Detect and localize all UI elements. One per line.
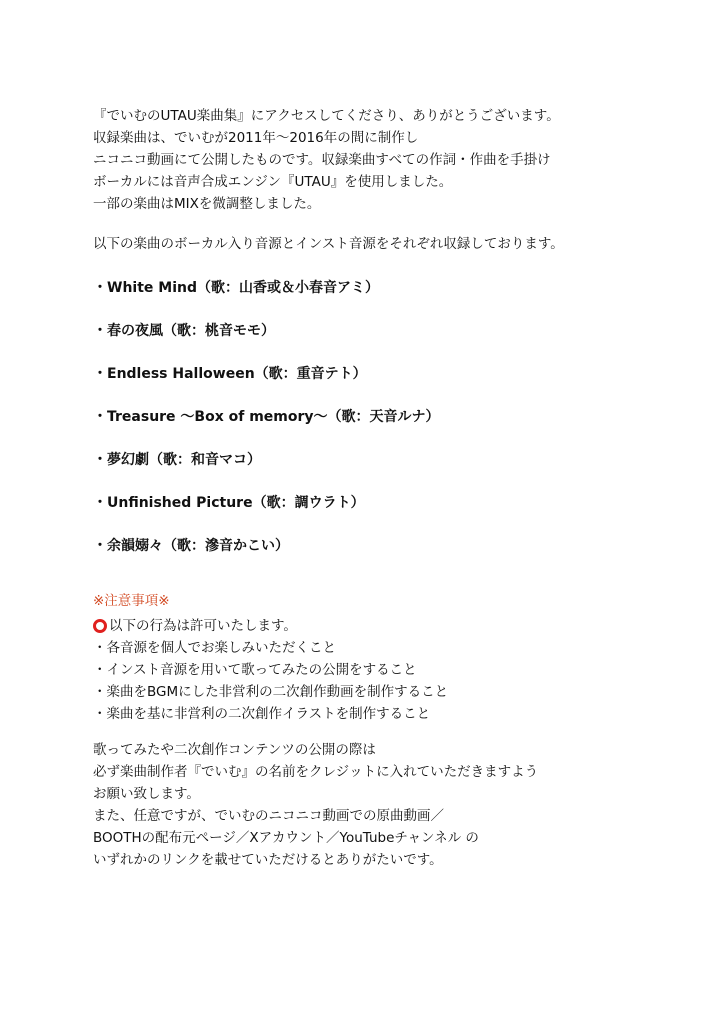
permitted-intro-text: 以下の行為は許可いたします。	[109, 618, 297, 634]
notice-heading: ※注意事項※	[93, 593, 170, 609]
intro-line: 一部の楽曲はMIXを微調整しました。	[93, 196, 321, 212]
intro-line: ボーカルには音声合成エンジン『UTAU』を使用しました。	[93, 174, 453, 190]
intro-line: ニコニコ動画にて公開したものです。収録楽曲すべての作詞・作曲を手掛け	[93, 152, 551, 168]
intro-paragraph	[93, 105, 693, 215]
permitted-item: ・各音源を個人でお楽しみいただくこと	[93, 640, 336, 656]
track-item: ・White Mind（歌：山香或＆小春音アミ）	[93, 280, 379, 296]
track-item: ・Unfinished Picture（歌：調ウラト）	[93, 495, 365, 511]
permitted-intro-row	[93, 615, 693, 637]
closing-line: いずれかのリンクを載せていただけるとありがたいです。	[93, 852, 443, 868]
track-item: ・春の夜風（歌：桃音モモ）	[93, 323, 275, 339]
track-item: ・余韻嫋々（歌：滲音かこい）	[93, 538, 289, 554]
permitted-item: ・楽曲をBGMにした非営利の二次創作動画を制作すること	[93, 684, 449, 700]
closing-line: BOOTHの配布元ページ／Xアカウント／YouTubeチャンネル の	[93, 830, 479, 846]
closing-paragraph	[93, 739, 693, 871]
closing-line: お願い致します。	[93, 786, 200, 802]
track-item: ・Treasure 〜Box of memory〜（歌：天音ルナ）	[93, 409, 440, 425]
red-circle-icon	[93, 619, 107, 633]
closing-line: 必ず楽曲制作者『でいむ』の名前をクレジットに入れていただきますよう	[93, 764, 539, 780]
intro-line: 『でいむのUTAU楽曲集』にアクセスしてくださり、ありがとうございます。	[93, 108, 560, 124]
intro-line: 収録楽曲は、でいむが2011年〜2016年の間に制作し	[93, 130, 419, 146]
permissions-list	[93, 615, 693, 725]
track-item: ・Endless Halloween（歌：重音テト）	[93, 366, 367, 382]
collection-note-text: 以下の楽曲のボーカル入り音源とインスト音源をそれぞれ収録しております。	[93, 236, 564, 252]
track-list	[93, 277, 693, 578]
track-item: ・夢幻劇（歌：和音マコ）	[93, 452, 261, 468]
permitted-item: ・インスト音源を用いて歌ってみたの公開をすること	[93, 662, 417, 678]
closing-line: 歌ってみたや二次創作コンテンツの公開の際は	[93, 742, 376, 758]
collection-note	[93, 233, 693, 255]
closing-line: また、任意ですが、でいむのニコニコ動画での原曲動画／	[93, 808, 444, 824]
permitted-item: ・楽曲を基に非営利の二次創作イラストを制作すること	[93, 706, 431, 722]
